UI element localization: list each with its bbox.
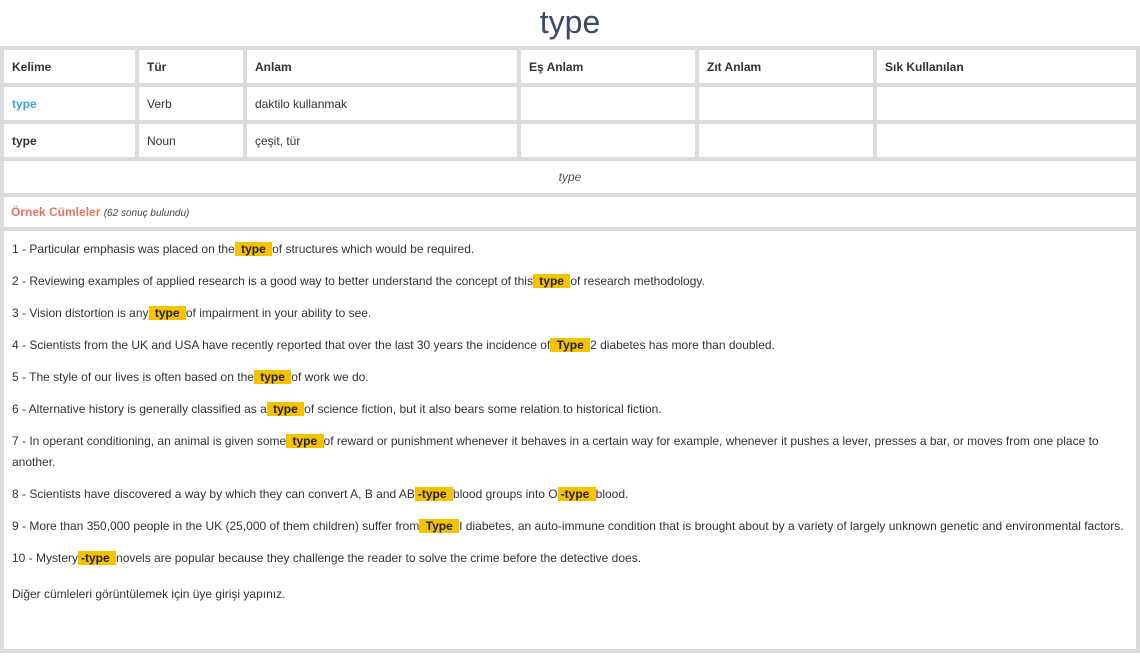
antonym-cell <box>699 124 873 157</box>
sentence-list <box>4 231 1136 649</box>
sentence-text: of reward or punishment whenever it behaves in a certain way for example, whenever it pushes a lever, presses a bar, or moves from one place to another. <box>12 434 1099 469</box>
table-row <box>4 87 1136 120</box>
table-header-row <box>4 50 1136 83</box>
sentence-container <box>12 239 1128 569</box>
highlighted-keyword: type <box>235 242 272 256</box>
login-note: Diğer cümleleri görüntülemek için üye girişi yapınız. <box>12 587 286 601</box>
sentence-text: 8 - Scientists have discovered a way by which they can convert A, B and AB <box>12 487 415 501</box>
meaning-cell: daktilo kullanmak <box>247 87 517 120</box>
example-sentence <box>12 303 1128 324</box>
frequent-cell <box>877 87 1136 120</box>
page-title: type <box>539 4 601 40</box>
highlighted-keyword: -type <box>78 551 116 565</box>
word-link[interactable]: type <box>12 96 37 111</box>
word-cell <box>4 124 135 157</box>
example-sentence <box>12 367 1128 388</box>
sentence-text: 6 - Alternative history is generally classified as a <box>12 402 267 416</box>
highlighted-keyword: Type <box>550 338 590 352</box>
examples-title: Örnek Cümleler <box>11 205 101 219</box>
highlighted-keyword: type <box>286 434 323 448</box>
pos-cell: Noun <box>139 124 243 157</box>
highlighted-keyword: type <box>254 370 291 384</box>
table-caption: type <box>4 161 1136 193</box>
example-sentence <box>12 399 1128 420</box>
example-sentence <box>12 335 1128 356</box>
sentence-text: blood groups into O <box>452 487 558 501</box>
frequent-cell <box>877 124 1136 157</box>
header-es-anlam: Eş Anlam <box>521 50 695 83</box>
example-sentence <box>12 431 1128 473</box>
sentence-text: novels are popular because they challenge the reader to solve the crime before the detective does. <box>116 551 642 565</box>
antonym-cell <box>699 87 873 120</box>
sentence-text: of research methodology. <box>570 274 705 288</box>
sentence-text: 4 - Scientists from the UK and USA have recently reported that over the last 30 years the incidence of <box>12 338 551 352</box>
highlighted-keyword: type <box>149 306 186 320</box>
synonym-cell <box>521 87 695 120</box>
sentence-text: of science fiction, but it also bears some relation to historical fiction. <box>304 402 662 416</box>
sentence-text: 7 - In operant conditioning, an animal is given some <box>12 434 287 448</box>
pos-cell: Verb <box>139 87 243 120</box>
header-sik-kullanilan: Sık Kullanılan <box>877 50 1136 83</box>
words-table <box>0 46 1140 197</box>
sentence-text: 5 - The style of our lives is often based on the <box>12 370 254 384</box>
highlighted-keyword: type <box>533 274 570 288</box>
highlighted-keyword: -type <box>415 487 453 501</box>
meaning-cell: çeşit, tür <box>247 124 517 157</box>
examples-count: (62 sonuç bulundu) <box>103 208 190 219</box>
example-sentence <box>12 484 1128 505</box>
examples-header <box>4 197 1136 227</box>
sentence-text: 9 - More than 350,000 people in the UK (25,000 of them children) suffer from <box>12 519 420 533</box>
highlighted-keyword: -type <box>558 487 596 501</box>
header-zit-anlam: Zıt Anlam <box>699 50 873 83</box>
example-sentence <box>12 239 1128 260</box>
header-anlam: Anlam <box>247 50 517 83</box>
word-cell[interactable] <box>4 87 135 120</box>
sentence-text: of structures which would be required. <box>272 242 475 256</box>
header-kelime: Kelime <box>4 50 135 83</box>
sentence-text: blood. <box>595 487 629 501</box>
header-tur: Tür <box>139 50 243 83</box>
synonym-cell <box>521 124 695 157</box>
sentence-text: 3 - Vision distortion is any <box>12 306 149 320</box>
sentence-text: I diabetes, an auto-immune condition that is brought about by a variety of largely unknown genetic and environmental factors. <box>459 519 1124 533</box>
highlighted-keyword: type <box>267 402 304 416</box>
example-sentence <box>12 548 1128 569</box>
sentence-text: 2 diabetes has more than doubled. <box>590 338 775 352</box>
highlighted-keyword: Type <box>419 519 459 533</box>
sentence-text: of impairment in your ability to see. <box>185 306 372 320</box>
examples-section <box>0 197 1140 653</box>
example-sentence <box>12 271 1128 292</box>
sentence-text: 10 - Mystery <box>12 551 79 565</box>
example-sentence <box>12 516 1128 537</box>
sentence-text: 1 - Particular emphasis was placed on the <box>12 242 235 256</box>
sentence-text: of work we do. <box>291 370 369 384</box>
sentence-text: 2 - Reviewing examples of applied research is a good way to better understand the concept of this <box>12 274 533 288</box>
word-text: type <box>12 133 37 148</box>
caption-row <box>4 161 1136 193</box>
table-row <box>4 124 1136 157</box>
